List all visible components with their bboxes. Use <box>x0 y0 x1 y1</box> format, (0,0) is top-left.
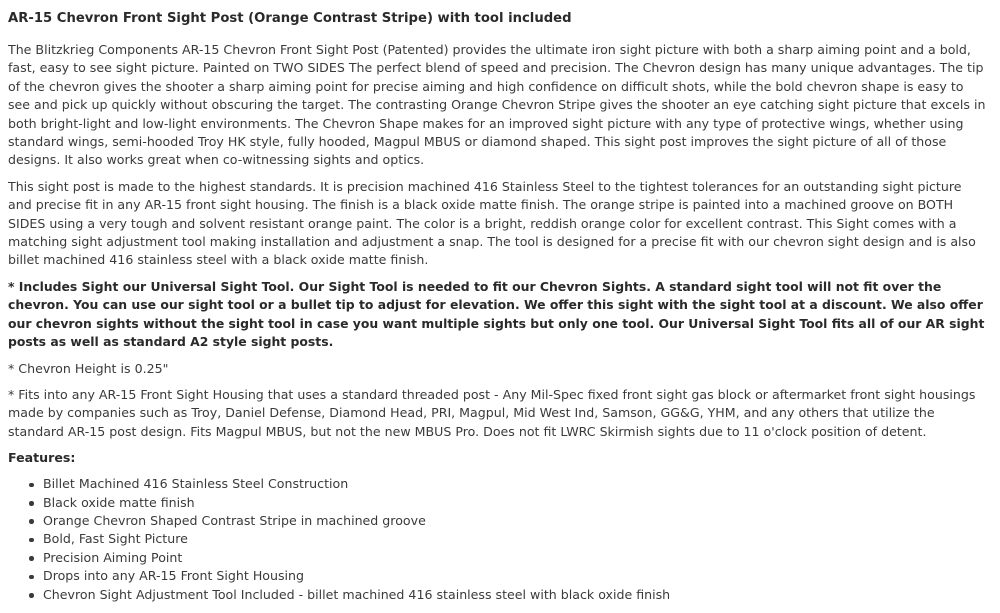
feature-item: Bold, Fast Sight Picture <box>43 530 988 548</box>
features-list <box>8 475 988 604</box>
features-heading: Features: <box>8 450 76 466</box>
description-paragraph-intro: The Blitzkrieg Components AR-15 Chevron Front Sight Post (Patented) provides the ultimate iron sight picture with both a sharp aiming point and a bold, fast, easy to see sight picture. Painted on TWO SIDES The perfect blend of speed and precision. The Chevron design has many unique advantages. The tip of the chevron gives the shooter a sharp aiming point for precise aiming and high confidence on difficult shots, while the bold chevron shape is easy to see and pick up quickly without obscuring the target. The contrasting Orange Chevron Stripe gives the shooter an eye catching sight picture that excels in both bright-light and low-light environments. The Chevron Shape makes for an improved sight picture with any type of protective wings, whether using standard wings, semi-hooded Troy HK style, fully hooded, Magpul MBUS or diamond shaped. This sight post improves the sight picture of all of those designs. It also works great when co-witnessing sights and optics. <box>8 42 986 168</box>
description-paragraph-fitment: * Fits into any AR-15 Front Sight Housing that uses a standard threaded post - Any Mil-Spec fixed front sight gas block or aftermarket front sight housings made by companies such as Troy, Daniel Defense, Diamond Head, PRI, Magpul, Mid West Ind, Samson, GG&G, YHM, and any others that utilize the standard AR-15 post design. Fits Magpul MBUS, but not the new MBUS Pro. Does not fit LWRC Skirmish sights due to 11 o'clock position of detent. <box>8 386 976 439</box>
feature-item: Orange Chevron Shaped Contrast Stripe in machined groove <box>43 512 988 530</box>
feature-item: Billet Machined 416 Stainless Steel Construction <box>43 475 988 493</box>
product-title: AR-15 Chevron Front Sight Post (Orange Contrast Stripe) with tool included <box>8 11 572 26</box>
feature-item: Black oxide matte finish <box>43 494 988 512</box>
description-paragraph-height: * Chevron Height is 0.25" <box>8 360 169 376</box>
feature-item: Drops into any AR-15 Front Sight Housing <box>43 567 988 585</box>
description-paragraph-tool-note: * Includes Sight our Universal Sight Tool. Our Sight Tool is needed to fit our Chevron Sights. A standard sight tool will not fit over the chevron. You can use our sight tool or a bullet tip to adjust for elevation. We offer this sight with the sight tool at a discount. We also offer our chevron sights without the sight tool in case you want multiple sights but only one tool. Our Universal Sight Tool fits all of our AR sight posts as well as standard A2 style sight posts. <box>8 278 985 350</box>
feature-item: Precision Aiming Point <box>43 549 988 567</box>
description-paragraph-materials: This sight post is made to the highest standards. It is precision machined 416 Stainless Steel to the tightest tolerances for an outstanding sight picture and precise fit in any AR-15 front sight housing. The finish is a black oxide matte finish. The orange stripe is painted into a machined groove on BOTH SIDES using a very tough and solvent resistant orange paint. The color is a bright, reddish orange color for excellent contrast. This Sight comes with a matching sight adjustment tool making installation and adjustment a snap. The tool is designed for a precise fit with our chevron sight design and is also billet machined 416 stainless steel with a black oxide matte finish. <box>8 178 976 268</box>
feature-item: Chevron Sight Adjustment Tool Included - billet machined 416 stainless steel with black oxide finish <box>43 586 988 604</box>
